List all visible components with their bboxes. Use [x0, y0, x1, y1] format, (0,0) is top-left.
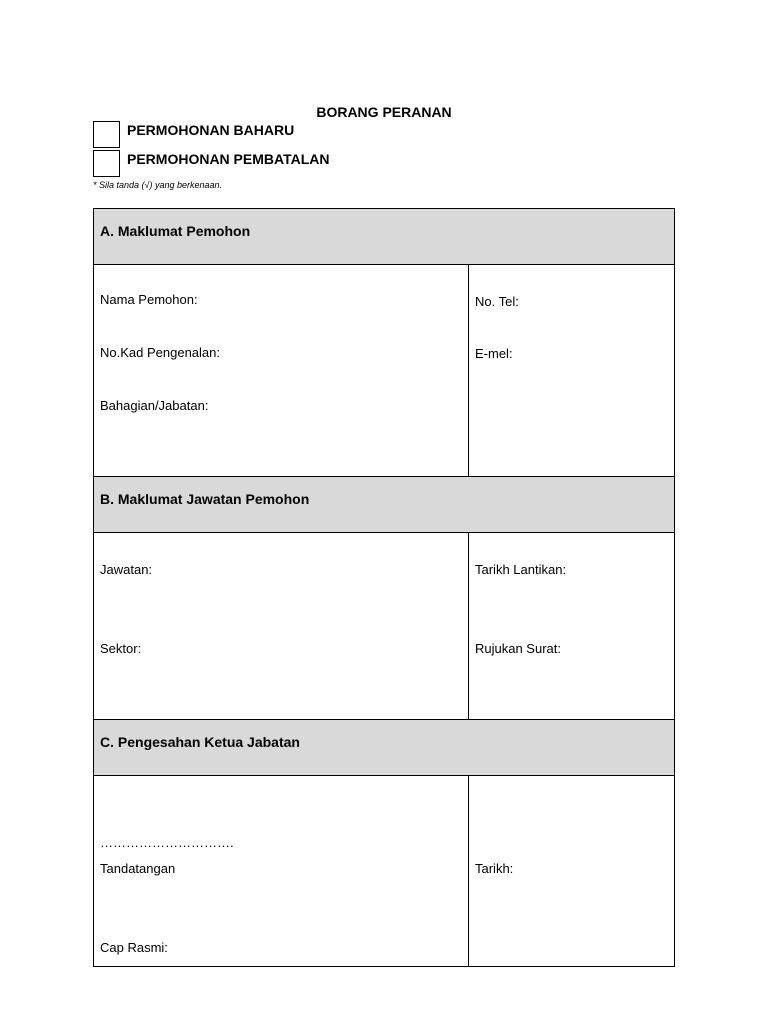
field-tarikh[interactable]: Tarikh:	[475, 861, 514, 876]
field-no-kad-pengenalan[interactable]: No.Kad Pengenalan:	[100, 345, 220, 360]
field-bahagian-jabatan[interactable]: Bahagian/Jabatan:	[100, 398, 209, 413]
form-title: BORANG PERANAN	[316, 104, 452, 120]
field-tarikh-lantikan[interactable]: Tarikh Lantikan:	[475, 562, 567, 577]
section-a-header	[94, 209, 674, 265]
option-label-pembatalan: PERMOHONAN PEMBATALAN	[127, 151, 330, 167]
section-c-heading: C. Pengesahan Ketua Jabatan	[100, 734, 300, 750]
field-emel[interactable]: E-mel:	[475, 346, 513, 361]
option-label-baharu: PERMOHONAN BAHARU	[127, 122, 295, 138]
section-b-divider	[468, 533, 469, 720]
field-jawatan[interactable]: Jawatan:	[100, 562, 153, 577]
checkbox-permohonan-pembatalan[interactable]	[93, 150, 120, 177]
application-form	[93, 208, 675, 967]
checkbox-permohonan-baharu[interactable]	[93, 121, 120, 148]
section-c-header	[94, 720, 674, 776]
signature-line: ………………………….	[100, 835, 234, 850]
field-cap-rasmi[interactable]: Cap Rasmi:	[100, 940, 168, 955]
section-b-heading: B. Maklumat Jawatan Pemohon	[100, 491, 310, 507]
field-no-tel[interactable]: No. Tel:	[475, 294, 519, 309]
field-rujukan-surat[interactable]: Rujukan Surat:	[475, 641, 561, 656]
field-sektor[interactable]: Sektor:	[100, 641, 142, 656]
field-tandatangan[interactable]: Tandatangan	[100, 861, 176, 876]
section-a-heading: A. Maklumat Pemohon	[100, 223, 251, 239]
section-c-divider	[468, 776, 469, 966]
field-nama-pemohon[interactable]: Nama Pemohon:	[100, 292, 198, 307]
instruction-note: * Sila tanda (√) yang berkenaan.	[93, 180, 223, 190]
section-a-divider	[468, 265, 469, 477]
section-b-header	[94, 477, 674, 533]
